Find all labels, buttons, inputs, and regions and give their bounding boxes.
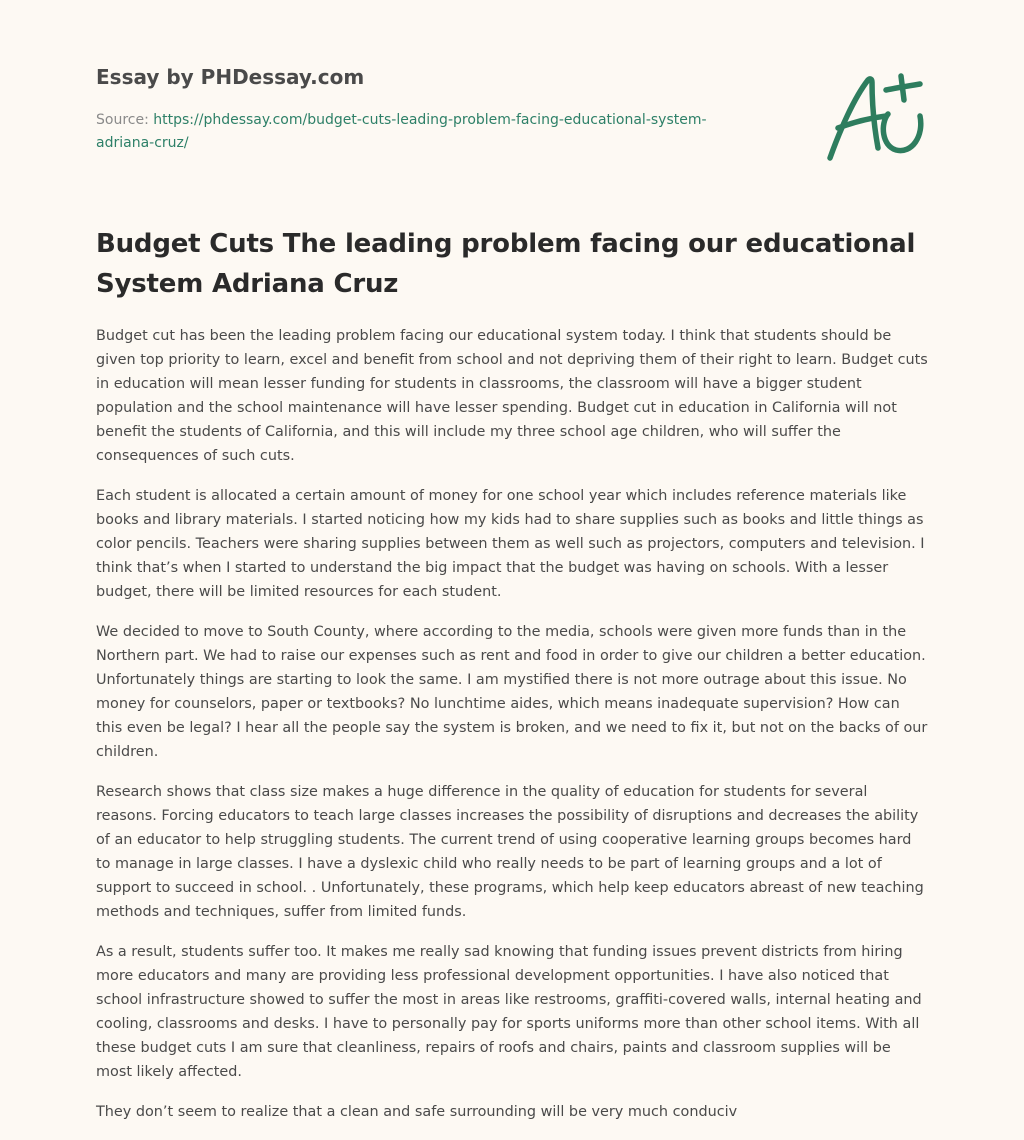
- paragraph-5: As a result, students suffer too. It makes me really sad knowing that funding issues prevent districts from hiring more educators and many are providing less professional development opportunities. I have also noticed that school infrastructure showed to suffer the most in areas like restrooms, graffiti-covered walls, internal heating and cooling, classrooms and desks. I have to personally pay for sports uniforms more than other school items. With all these budget cuts I am sure that cleanliness, repairs of roofs and chairs, paints and classroom supplies will be most likely affected.: [96, 944, 922, 1080]
- paragraph-1: Budget cut has been the leading problem facing our educational system today. I think that students should be given top priority to learn, excel and benefit from school and not depriving them of their right to learn. Budget cuts in education will mean lesser funding for students in classrooms, the classroom will have a bigger student population and the school maintenance will have lesser spending. Budget cut in education in California will not benefit the students of California, and this will include my three school age children, who will suffer the consequences of such cuts.: [96, 328, 928, 464]
- source-link[interactable]: https://phdessay.com/budget-cuts-leading-problem-facing-educational-system-adriana-cruz/: [96, 112, 707, 151]
- essay-body: [96, 324, 930, 1140]
- paragraph-4: Research shows that class size makes a huge difference in the quality of education for students for several reasons. Forcing educators to teach large classes increases the possibility of disruptions and decreases the ability of an educator to help struggling students. The current trend of using cooperative learning groups becomes hard to manage in large classes. I have a dyslexic child who really needs to be part of learning groups and a lot of support to succeed in school. . Unfortunately, these programs, which help keep educators abreast of new teaching methods and techniques, suffer from limited funds.: [96, 784, 924, 920]
- paragraph-2: Each student is allocated a certain amount of money for one school year which includes reference materials like books and library materials. I started noticing how my kids had to share supplies such as books and little things as color pencils. Teachers were sharing supplies between them as well such as projectors, computers and television. I think that’s when I started to understand the big impact that the budget was having on schools. With a lesser budget, there will be limited resources for each student.: [96, 488, 925, 600]
- essay-title: Budget Cuts The leading problem facing our educational System Adriana Cruz: [96, 229, 916, 299]
- source-label: Source:: [96, 112, 149, 128]
- page-header: [96, 62, 796, 155]
- paragraph-3: We decided to move to South County, where according to the media, schools were given more funds than in the Northern part. We had to raise our expenses such as rent and food in order to give our children a better education. Unfortunately things are starting to look the same. I am mystified there is not more outrage about this issue. No money for counselors, paper or textbooks? No lunchtime aides, which means inadequate supervision? How can this even be legal? I hear all the people say the system is broken, and we need to fix it, but not on the backs of our children.: [96, 624, 928, 760]
- site-name: Essay by PHDessay.com: [96, 65, 365, 89]
- a-plus-grade-icon: [822, 70, 930, 166]
- paragraph-6: They don’t seem to realize that a clean and safe surrounding will be very much conduciv: [96, 1104, 738, 1120]
- source-line: [96, 109, 756, 155]
